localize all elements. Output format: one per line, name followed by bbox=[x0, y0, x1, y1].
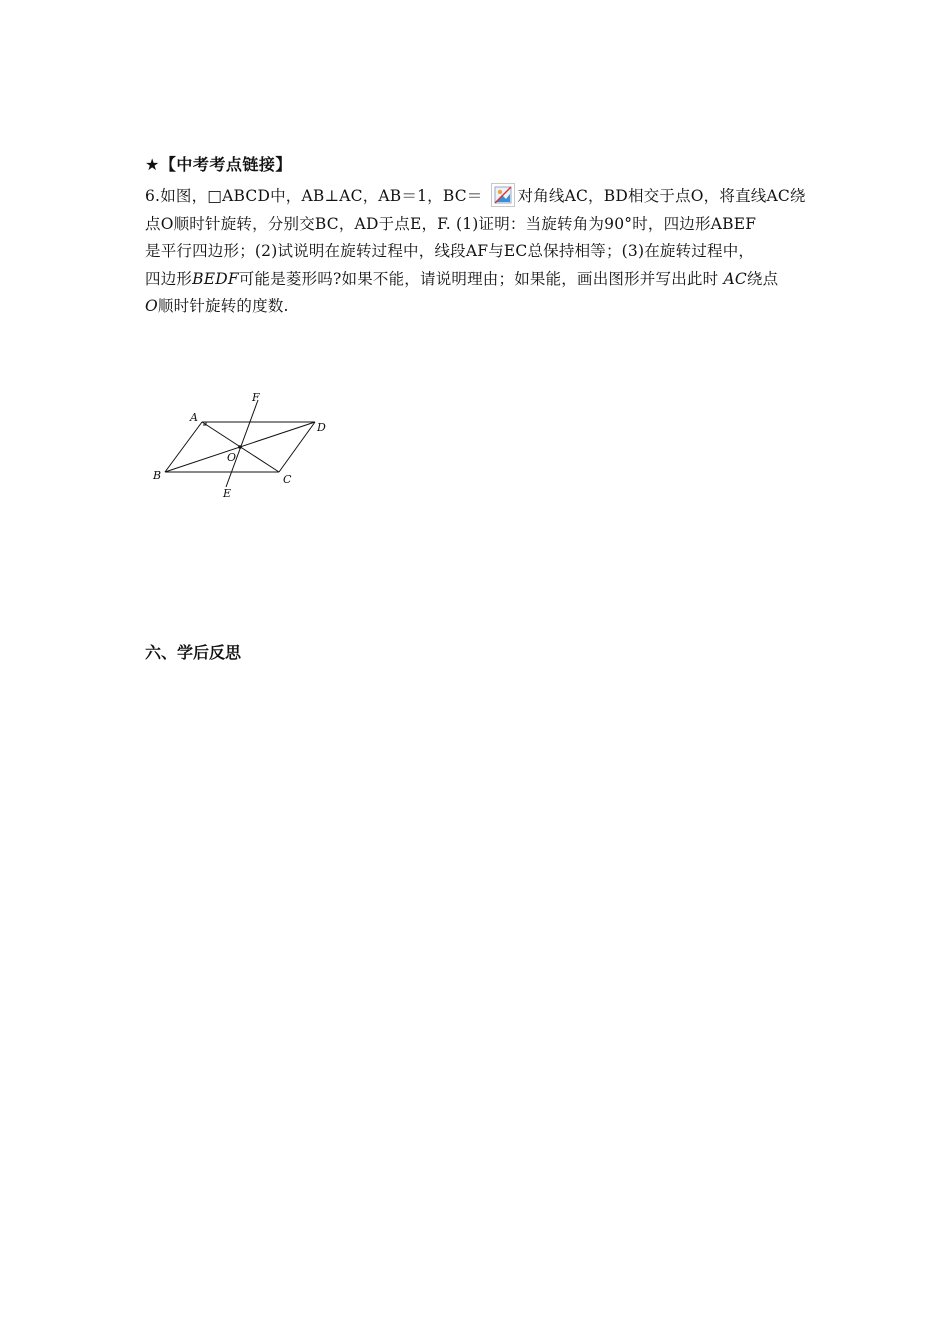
label-D: D bbox=[317, 421, 326, 434]
label-E: E bbox=[223, 487, 232, 500]
problem-text-segment: 四边形 bbox=[145, 269, 193, 288]
problem-line-5 bbox=[145, 293, 810, 321]
geometry-figure bbox=[145, 388, 345, 507]
problem-line-1 bbox=[145, 183, 810, 211]
line-name: AC bbox=[723, 269, 747, 288]
side-BA bbox=[165, 422, 202, 472]
label-A: A bbox=[190, 411, 198, 424]
problem-line-4 bbox=[145, 266, 810, 294]
broken-image-icon bbox=[491, 183, 515, 207]
label-B: B bbox=[153, 469, 162, 482]
problem-text bbox=[145, 183, 810, 321]
point-O bbox=[238, 445, 242, 449]
parallelogram-diagram bbox=[145, 388, 345, 503]
line-EF bbox=[226, 400, 258, 487]
problem-text-segment: 可能是菱形吗?如果不能，请说明理由；如果能，画出图形并写出此时 bbox=[238, 269, 719, 288]
quadrilateral-name: BEDF bbox=[192, 269, 239, 288]
side-DC bbox=[279, 422, 315, 472]
section-title-reflection: 六、学后反思 bbox=[145, 643, 242, 662]
problem-text-segment: 绕点 bbox=[746, 269, 779, 288]
label-F: F bbox=[252, 391, 260, 404]
point-name: O bbox=[145, 297, 158, 315]
problem-text-segment: 顺时针旋转的度数. bbox=[157, 297, 289, 315]
problem-line-2: 点O顺时针旋转，分别交BC，AD于点E，F. (1)证明：当旋转角为90°时，四边形ABEF bbox=[145, 214, 757, 233]
label-C: C bbox=[283, 473, 292, 486]
problem-text-segment: 对角线AC，BD相交于点O，将直线AC绕 bbox=[517, 187, 806, 205]
problem-text-segment: 6.如图，□ABCD中，AB⊥AC，AB＝1，BC＝ bbox=[145, 187, 483, 205]
section-heading: ★【中考考点链接】 bbox=[145, 155, 292, 174]
problem-line-3: 是平行四边形；(2)试说明在旋转过程中，线段AF与EC总保持相等；(3)在旋转过程中， bbox=[145, 242, 755, 260]
label-O: O bbox=[227, 451, 237, 464]
